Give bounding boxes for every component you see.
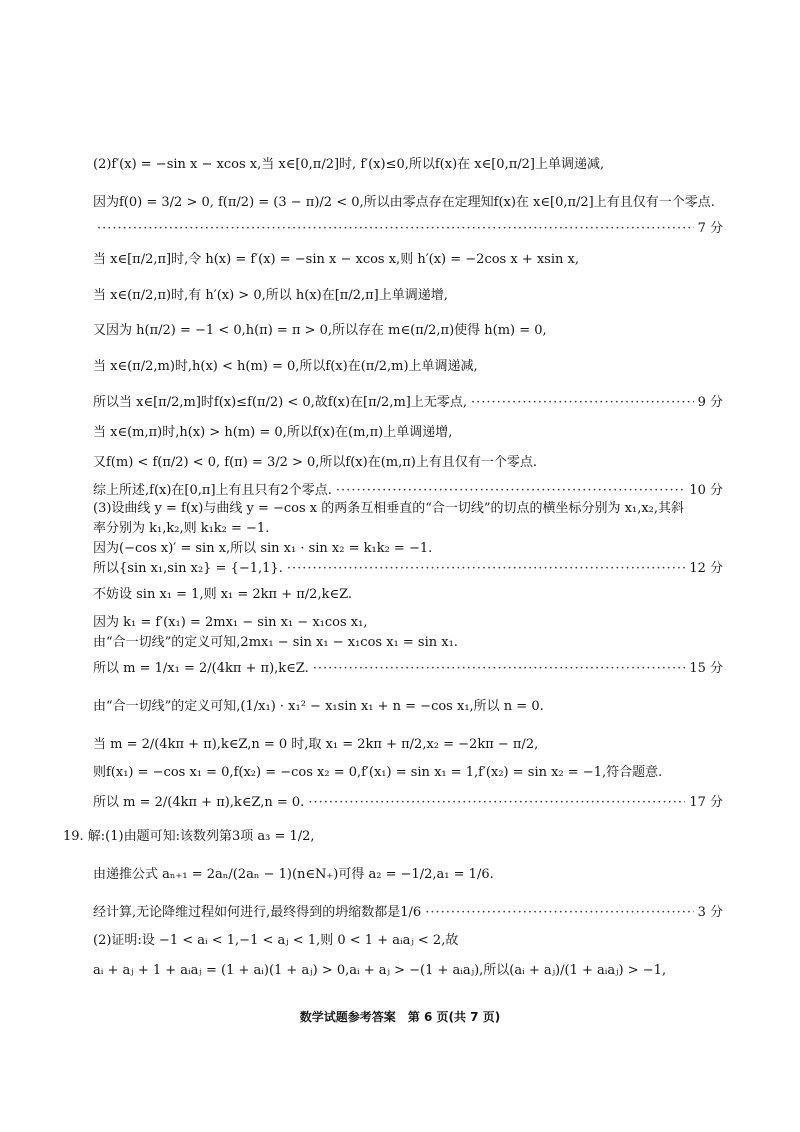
- dot-leader: [336, 482, 685, 500]
- line-19: [93, 660, 723, 678]
- line-9: 当 x∈(m,π)时,h(x) > h(m) = 0,所以f(x)在(m,π)上单调递增,: [93, 425, 453, 440]
- line-14: 因为(−cos x)′ = sin x,所以 sin x₁ · sin x₂ = k₁k₂ = −1.: [93, 541, 433, 556]
- line-10: 又f(m) < f(π/2) < 0, f(π) = 3/2 > 0,所以f(x)在(m,π)上有且仅有一个零点.: [93, 455, 537, 470]
- score-points: 10 分: [689, 483, 723, 498]
- line-11-text: 综上所述,f(x)在[0,π]上有且只有2个零点.: [93, 483, 332, 498]
- line-18: 由“合一切线”的定义可知,2mx₁ − sin x₁ − x₁cos x₁ = sin x₁.: [93, 635, 458, 650]
- line-24: 19. 解:(1)由题可知:该数列第3项 a₃ = 1/2,: [63, 829, 315, 844]
- line-22: 则f(x₁) = −cos x₁ = 0,f(x₂) = −cos x₂ = 0,f′(x₁) = sin x₁ = 1,f′(x₂) = sin x₂ = −1,符合题意.: [93, 765, 663, 780]
- line-21: 当 m = 2/(4kπ + π),k∈Z,n = 0 时,取 x₁ = 2kπ + π/2,x₂ = −2kπ − π/2,: [93, 737, 539, 752]
- score-points: 12 分: [689, 561, 723, 576]
- line-25: 由递推公式 aₙ₊₁ = 2aₙ/(2aₙ − 1)(n∈N₊)可得 a₂ = −1/2,a₁ = 1/6.: [93, 867, 494, 882]
- line-8-text: 所以当 x∈[π/2,m]时f(x)≤f(π/2) < 0,故f(x)在[π/2,m]上无零点,: [93, 395, 467, 410]
- line-15-text: 所以{sin x₁,sin x₂} = {−1,1}.: [93, 561, 283, 576]
- line-12: (3)设曲线 y = f(x)与曲线 y = −cos x 的两条互相垂直的“合一切线”的切点的横坐标分别为 x₁,x₂,其斜: [93, 501, 685, 516]
- line-16: 不妨设 sin x₁ = 1,则 x₁ = 2kπ + π/2,k∈Z.: [93, 587, 353, 602]
- line-8: [93, 394, 723, 412]
- line-17: 因为 k₁ = f′(x₁) = 2mx₁ − sin x₁ − x₁cos x₁,: [93, 615, 368, 630]
- line-6: 又因为 h(π/2) = −1 < 0,h(π) = π > 0,所以存在 m∈(π/2,π)使得 h(m) = 0,: [93, 323, 547, 338]
- dot-leader: [425, 904, 693, 922]
- score-points: 15 分: [689, 661, 723, 676]
- line-26-text: 经计算,无论降维过程如何进行,最终得到的坍缩数都是1/6: [93, 905, 422, 920]
- line-28: aᵢ + aⱼ + 1 + aᵢaⱼ = (1 + aᵢ)(1 + aⱼ) > 0,aᵢ + aⱼ > −(1 + aᵢaⱼ),所以(aᵢ + aⱼ)/(1 + aᵢaⱼ) > −1,: [93, 963, 667, 978]
- dot-leader: [308, 794, 685, 812]
- line-23: [93, 794, 723, 812]
- score-points: 7 分: [697, 221, 723, 236]
- line-4: 当 x∈[π/2,π]时,令 h(x) = f′(x) = −sin x − xcos x,则 h′(x) = −2cos x + xsin x,: [93, 252, 579, 267]
- dot-leader: [287, 560, 685, 578]
- line-1: (2)f′(x) = −sin x − xcos x,当 x∈[0,π/2]时, f′(x)≤0,所以f(x)在 x∈[0,π/2]上单调递减,: [93, 157, 605, 172]
- line-15: [93, 560, 723, 578]
- line-26: [93, 904, 723, 922]
- line-20: 由“合一切线”的定义可知,(1/x₁) · x₁² − x₁sin x₁ + n = −cos x₁,所以 n = 0.: [93, 699, 544, 714]
- line-27: (2)证明:设 −1 < aᵢ < 1,−1 < aⱼ < 1,则 0 < 1 + aᵢaⱼ < 2,故: [93, 933, 459, 948]
- score-points: 3 分: [697, 905, 723, 920]
- dot-leader: [313, 660, 686, 678]
- score-points: 9 分: [697, 395, 723, 410]
- line-7: 当 x∈(π/2,m)时,h(x) < h(m) = 0,所以f(x)在(π/2,m)上单调递减,: [93, 359, 478, 374]
- dot-leader: [97, 220, 694, 238]
- line-2: 因为f(0) = 3/2 > 0, f(π/2) = (3 − π)/2 < 0,所以由零点存在定理知f(x)在 x∈[0,π/2]上有且仅有一个零点.: [93, 195, 715, 210]
- dot-leader: [471, 394, 694, 412]
- score-points: 17 分: [689, 795, 723, 810]
- line-5: 当 x∈(π/2,π)时,有 h′(x) > 0,所以 h(x)在[π/2,π]上单调递增,: [93, 288, 448, 303]
- line-13: 率分别为 k₁,k₂,则 k₁k₂ = −1.: [93, 521, 270, 536]
- page-footer: 数学试题参考答案 第 6 页(共 7 页): [299, 1010, 501, 1024]
- line-23-text: 所以 m = 2/(4kπ + π),k∈Z,n = 0.: [93, 795, 305, 810]
- line-11: [93, 482, 723, 500]
- line-3: [93, 220, 723, 238]
- line-19-text: 所以 m = 1/x₁ = 2/(4kπ + π),k∈Z.: [93, 661, 309, 676]
